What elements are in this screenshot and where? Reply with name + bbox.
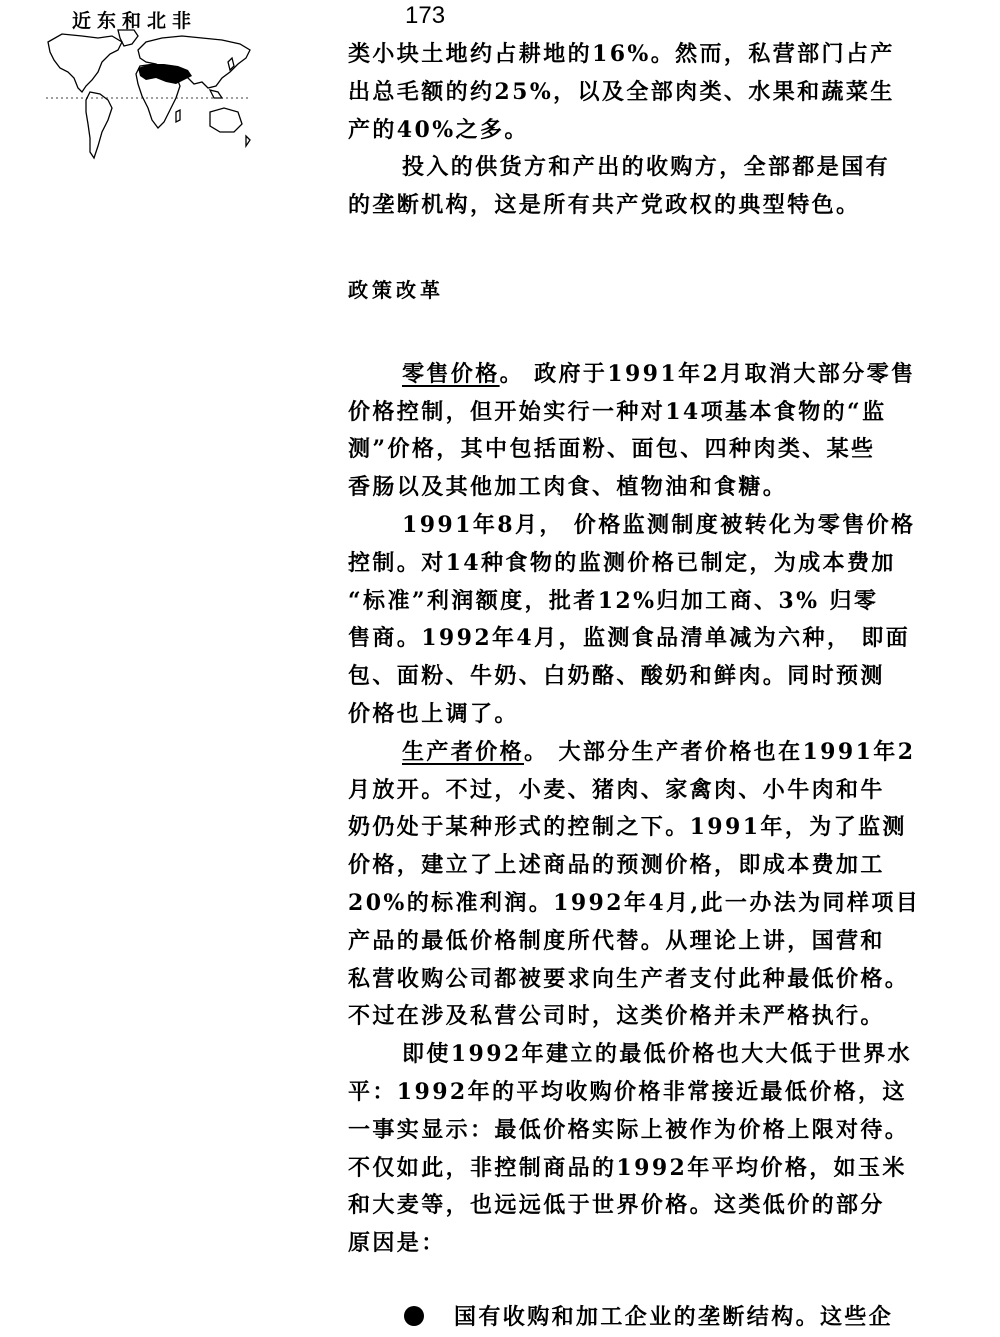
text-line [348,734,948,772]
paragraph-6 [348,1036,948,1263]
world-map-icon [42,28,254,168]
text-line: 原因是： [348,1230,446,1257]
term-retail-prices: 零售价格 [402,360,500,387]
text-line [348,356,948,394]
term-producer-prices: 生产者价格 [402,738,525,765]
text-line: “标准”利润额度，批者12%归加工商、3% 归零 [348,587,879,614]
paragraph-retail-prices [348,356,948,507]
text-line: 产的40%之多。 [348,116,529,143]
text-fragment: 。 政府于1991年2月取消大部分零售 [499,360,916,387]
text-line: 不仅如此，非控制商品的1992年平均价格，如玉米 [348,1154,907,1181]
paragraph-producer-prices [348,734,948,1036]
bullet-text: 国有收购和加工企业的垄断结构。这些企 [454,1303,894,1330]
text-line: 平：1992年的平均收购价格非常接近最低价格，这 [348,1078,907,1105]
text-line: 价格，建立了上述商品的预测价格，即成本费加工 [348,852,885,879]
text-line: 即使1992年建立的最低价格也大大低于世界水 [402,1041,913,1068]
text-line: 类小块土地约占耕地的16%。然而，私营部门占产 [348,41,895,67]
text-line: 和大麦等，也远远低于世界价格。这类低价的部分 [348,1192,885,1219]
paragraph-1 [348,36,948,149]
text-line: 20%的标准利润。1992年4月,此一办法为同样项目 [348,889,921,916]
region-label: 近东和北非 [72,10,198,32]
text-line: 投入的供货方和产出的收购方，全部都是国有 [402,154,891,181]
text-line: 售商。1992年4月，监测食品清单减为六种， 即面 [348,625,911,652]
text-line: 包、面粉、牛奶、白奶酪、酸奶和鲜肉。同时预测 [348,663,885,690]
paragraph-2 [348,149,948,225]
text-line: 香肠以及其他加工肉食、植物油和食糖。 [348,474,788,501]
text-line: 产品的最低价格制度所代替。从理论上讲，国营和 [348,927,885,954]
text-line: 不过在涉及私营公司时，这类价格并未严格执行。 [348,1003,885,1030]
text-line: 1991年8月， 价格监测制度被转化为零售价格 [402,511,916,538]
text-line: 奶仍处于某种形式的控制之下。1991年，为了监测 [348,814,907,841]
body-text [348,36,948,1337]
text-line: 控制。对14种食物的监测价格已制定，为成本费加 [348,549,896,576]
text-fragment: 。 大部分生产者价格也在1991年2 [524,738,916,765]
text-line: 出总毛额的约25%，以及全部肉类、水果和蔬菜生 [348,78,895,105]
text-line: 测”价格，其中包括面粉、面包、四种肉类、某些 [348,436,876,463]
text-line: 一事实显示：最低价格实际上被作为价格上限对待。 [348,1116,910,1143]
section-heading: 政策改革 [348,277,444,302]
bullet-icon [404,1306,424,1326]
text-line: 价格也上调了。 [348,700,519,727]
page-number: 173 [405,2,446,29]
paragraph-4 [348,507,948,734]
text-line: 价格控制，但开始实行一种对14项基本食物的“监 [348,398,887,425]
text-line: 私营收购公司都被要求向生产者支付此种最低价格。 [348,965,910,992]
bullet-item [0,1299,948,1337]
text-line: 月放开。不过，小麦、猪肉、家禽肉、小牛肉和牛 [348,776,885,803]
text-line: 的垄断机构，这是所有共产党政权的典型特色。 [348,192,861,219]
